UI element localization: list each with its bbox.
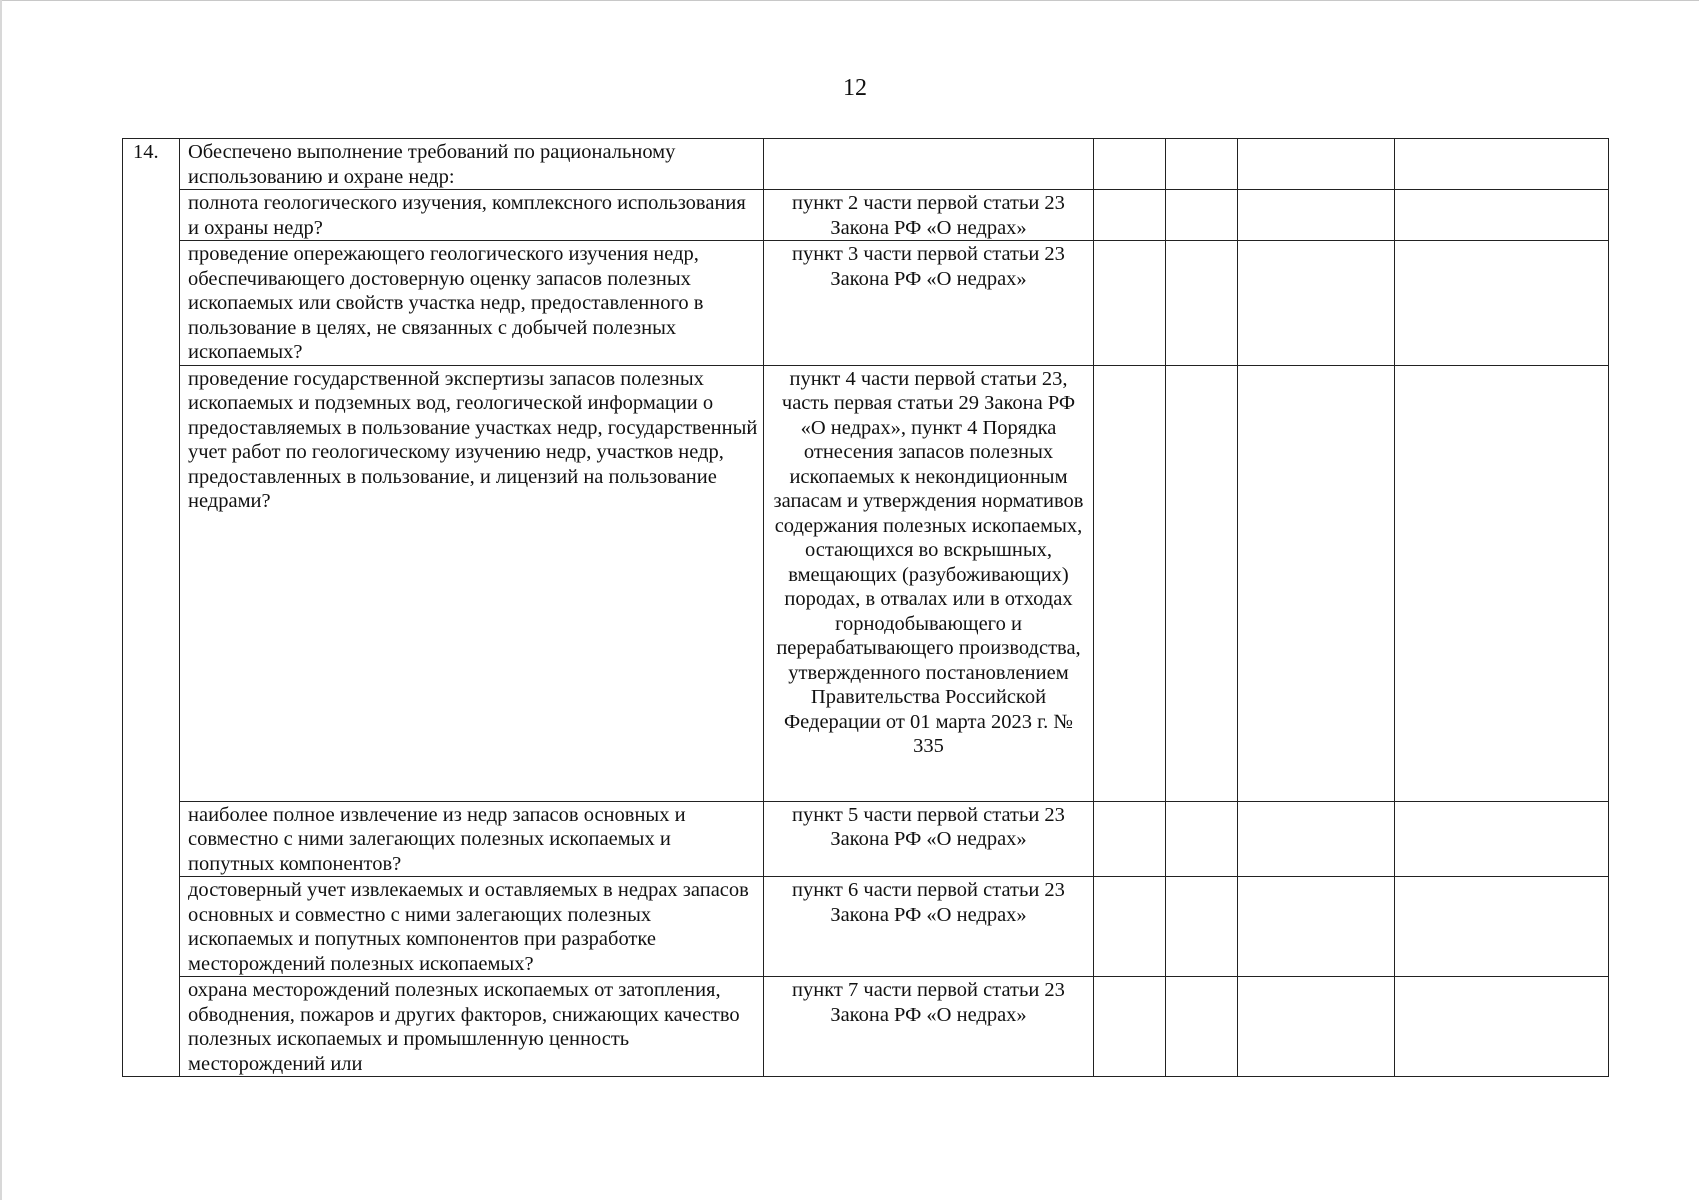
answer-yes-cell (1094, 977, 1166, 1077)
notes-cell (1395, 139, 1609, 190)
not-applicable-cell (1238, 190, 1395, 241)
table-row (123, 241, 1609, 366)
not-applicable-cell (1238, 877, 1395, 977)
answer-yes-cell (1094, 139, 1166, 190)
legal-reference: пункт 7 части первой статьи 23 Закона РФ «О недрах» (764, 977, 1094, 1077)
legal-reference (764, 139, 1094, 190)
scan-top-edge (0, 0, 1699, 1)
not-applicable-cell (1238, 801, 1395, 877)
legal-reference: пункт 2 части первой статьи 23 Закона РФ «О недрах» (764, 190, 1094, 241)
answer-yes-cell (1094, 365, 1166, 801)
table-row (123, 801, 1609, 877)
answer-no-cell (1166, 190, 1238, 241)
table-row (123, 139, 1609, 190)
question-text: проведение опережающего геологического изучения недр, обеспечивающего достоверную оценку запасов полезных ископаемых или свойств участка недр, предоставленного в пользование в целях, не связанных с добычей полезных ископаемых? (180, 241, 764, 366)
legal-reference: пункт 4 части первой статьи 23, часть первая статьи 29 Закона РФ «О недрах», пункт 4 Порядка отнесения запасов полезных ископаемых к некондиционным запасам и утверждения нормативов содержания полезных ископаемых, остающихся во вскрышных, вмещающих (разубоживающих) породах, в отвалах или в отходах горнодобывающего и перерабатывающего производства, утвержденного постановлением Правительства Российской Федерации от 01 марта 2023 г. № 335 (764, 365, 1094, 801)
table-row (123, 190, 1609, 241)
question-text: Обеспечено выполнение требований по рациональному использованию и охране недр: (180, 139, 764, 190)
notes-cell (1395, 977, 1609, 1077)
legal-reference: пункт 6 части первой статьи 23 Закона РФ «О недрах» (764, 877, 1094, 977)
answer-no-cell (1166, 241, 1238, 366)
question-text: наиболее полное извлечение из недр запасов основных и совместно с ними залегающих полезных ископаемых и попутных компонентов? (180, 801, 764, 877)
answer-yes-cell (1094, 877, 1166, 977)
notes-cell (1395, 877, 1609, 977)
answer-no-cell (1166, 877, 1238, 977)
notes-cell (1395, 190, 1609, 241)
not-applicable-cell (1238, 241, 1395, 366)
not-applicable-cell (1238, 365, 1395, 801)
question-text: достоверный учет извлекаемых и оставляемых в недрах запасов основных и совместно с ними залегающих полезных ископаемых и попутных компонентов при разработке месторождений полезных ископаемых? (180, 877, 764, 977)
checklist-table (122, 138, 1609, 1077)
legal-reference: пункт 5 части первой статьи 23 Закона РФ «О недрах» (764, 801, 1094, 877)
not-applicable-cell (1238, 977, 1395, 1077)
table-row (123, 877, 1609, 977)
table-row (123, 977, 1609, 1077)
scan-left-edge (0, 0, 2, 1200)
question-text: полнота геологического изучения, комплексного использования и охраны недр? (180, 190, 764, 241)
answer-no-cell (1166, 139, 1238, 190)
item-number: 14. (123, 139, 180, 1077)
legal-reference: пункт 3 части первой статьи 23 Закона РФ «О недрах» (764, 241, 1094, 366)
notes-cell (1395, 801, 1609, 877)
answer-no-cell (1166, 365, 1238, 801)
answer-yes-cell (1094, 190, 1166, 241)
notes-cell (1395, 365, 1609, 801)
answer-yes-cell (1094, 241, 1166, 366)
answer-yes-cell (1094, 801, 1166, 877)
not-applicable-cell (1238, 139, 1395, 190)
table-row (123, 365, 1609, 801)
answer-no-cell (1166, 977, 1238, 1077)
answer-no-cell (1166, 801, 1238, 877)
question-text: проведение государственной экспертизы запасов полезных ископаемых и подземных вод, геологической информации о предоставляемых в пользование участках недр, государственный учет работ по геологическому изучению недр, участков недр, предоставленных в пользование, и лицензий на пользование недрами? (180, 365, 764, 801)
question-text: охрана месторождений полезных ископаемых от затопления, обводнения, пожаров и других факторов, снижающих качество полезных ископаемых и промышленную ценность месторождений или (180, 977, 764, 1077)
page-number: 12 (843, 75, 867, 101)
notes-cell (1395, 241, 1609, 366)
